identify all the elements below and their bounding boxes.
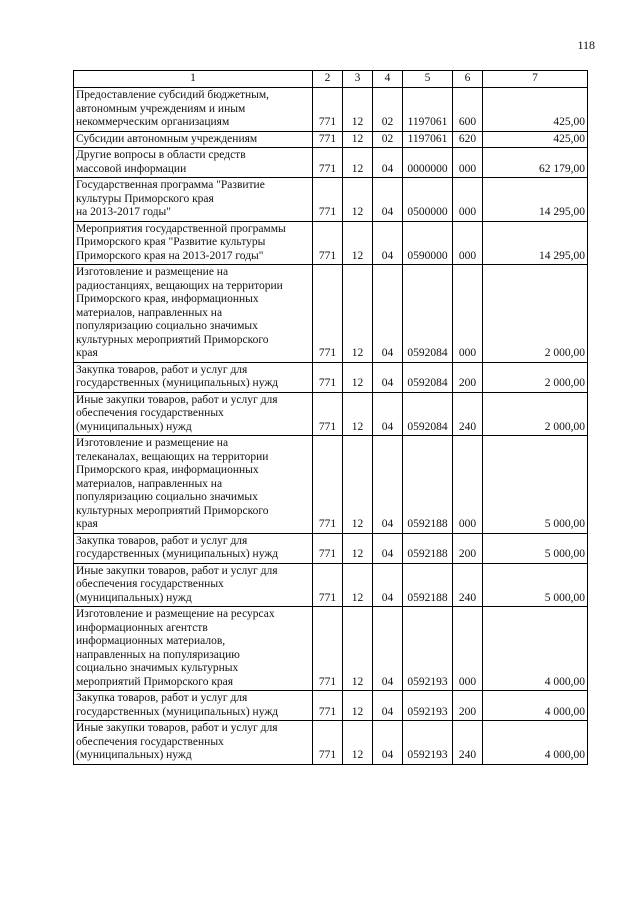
table-row bbox=[74, 436, 588, 534]
subsection-code: 04 bbox=[373, 721, 403, 765]
expense-type-code: 600 bbox=[453, 88, 483, 132]
expense-type-code: 000 bbox=[453, 436, 483, 534]
expense-name: Иные закупки товаров, работ и услуг для обеспечения государственных (муниципальных) нужд bbox=[74, 392, 313, 436]
table-row bbox=[74, 533, 588, 563]
ministry-code: 771 bbox=[313, 533, 343, 563]
expense-type-code: 000 bbox=[453, 178, 483, 222]
subsection-code: 02 bbox=[373, 88, 403, 132]
ministry-code: 771 bbox=[313, 721, 343, 765]
ministry-code: 771 bbox=[313, 131, 343, 148]
expense-name: Изготовление и размещение на радиостанциях, вещающих на территории Приморского края, информационных материалов, направленных на популяризацию социально значимых культурных мероприятий Приморского края bbox=[74, 265, 313, 363]
target-article-code: 0592193 bbox=[403, 691, 453, 721]
subsection-code: 04 bbox=[373, 148, 403, 178]
subsection-code: 04 bbox=[373, 221, 403, 265]
expense-name: Иные закупки товаров, работ и услуг для обеспечения государственных (муниципальных) нужд bbox=[74, 563, 313, 607]
target-article-code: 0592188 bbox=[403, 436, 453, 534]
expense-type-code: 000 bbox=[453, 148, 483, 178]
expense-type-code: 240 bbox=[453, 392, 483, 436]
section-code: 12 bbox=[343, 691, 373, 721]
section-code: 12 bbox=[343, 533, 373, 563]
header-col-4: 4 bbox=[373, 71, 403, 88]
amount: 5 000,00 bbox=[483, 563, 588, 607]
amount: 62 179,00 bbox=[483, 148, 588, 178]
expense-name: Изготовление и размещение на телеканалах, вещающих на территории Приморского края, информационных материалов, направленных на популяризацию социально значимых культурных мероприятий Приморского края bbox=[74, 436, 313, 534]
subsection-code: 02 bbox=[373, 131, 403, 148]
expense-name: Субсидии автономным учреждениям bbox=[74, 131, 313, 148]
table-row bbox=[74, 265, 588, 363]
ministry-code: 771 bbox=[313, 691, 343, 721]
page-number: 118 bbox=[577, 38, 595, 52]
expense-name: Закупка товаров, работ и услуг для государственных (муниципальных) нужд bbox=[74, 362, 313, 392]
target-article-code: 0592188 bbox=[403, 533, 453, 563]
expense-name: Закупка товаров, работ и услуг для государственных (муниципальных) нужд bbox=[74, 691, 313, 721]
subsection-code: 04 bbox=[373, 436, 403, 534]
amount: 4 000,00 bbox=[483, 607, 588, 691]
subsection-code: 04 bbox=[373, 178, 403, 222]
table-row bbox=[74, 563, 588, 607]
amount: 425,00 bbox=[483, 131, 588, 148]
section-code: 12 bbox=[343, 721, 373, 765]
expense-name: Государственная программа "Развитие культуры Приморского края на 2013-2017 годы" bbox=[74, 178, 313, 222]
header-col-2: 2 bbox=[313, 71, 343, 88]
section-code: 12 bbox=[343, 563, 373, 607]
amount: 2 000,00 bbox=[483, 362, 588, 392]
expense-name: Иные закупки товаров, работ и услуг для обеспечения государственных (муниципальных) нужд bbox=[74, 721, 313, 765]
table-row bbox=[74, 88, 588, 132]
amount: 4 000,00 bbox=[483, 691, 588, 721]
budget-table bbox=[73, 70, 588, 765]
table-row bbox=[74, 131, 588, 148]
table-row bbox=[74, 392, 588, 436]
amount: 425,00 bbox=[483, 88, 588, 132]
section-code: 12 bbox=[343, 131, 373, 148]
ministry-code: 771 bbox=[313, 563, 343, 607]
section-code: 12 bbox=[343, 436, 373, 534]
target-article-code: 0500000 bbox=[403, 178, 453, 222]
ministry-code: 771 bbox=[313, 88, 343, 132]
target-article-code: 0592193 bbox=[403, 607, 453, 691]
expense-type-code: 240 bbox=[453, 721, 483, 765]
expense-type-code: 000 bbox=[453, 265, 483, 363]
amount: 14 295,00 bbox=[483, 221, 588, 265]
ministry-code: 771 bbox=[313, 178, 343, 222]
ministry-code: 771 bbox=[313, 265, 343, 363]
ministry-code: 771 bbox=[313, 221, 343, 265]
section-code: 12 bbox=[343, 607, 373, 691]
ministry-code: 771 bbox=[313, 148, 343, 178]
table-row bbox=[74, 721, 588, 765]
expense-type-code: 200 bbox=[453, 691, 483, 721]
ministry-code: 771 bbox=[313, 607, 343, 691]
amount: 5 000,00 bbox=[483, 436, 588, 534]
expense-type-code: 200 bbox=[453, 533, 483, 563]
section-code: 12 bbox=[343, 392, 373, 436]
expense-name: Другие вопросы в области средств массовой информации bbox=[74, 148, 313, 178]
section-code: 12 bbox=[343, 88, 373, 132]
header-col-7: 7 bbox=[483, 71, 588, 88]
table-row bbox=[74, 178, 588, 222]
subsection-code: 04 bbox=[373, 533, 403, 563]
header-col-6: 6 bbox=[453, 71, 483, 88]
amount: 2 000,00 bbox=[483, 392, 588, 436]
target-article-code: 0592084 bbox=[403, 362, 453, 392]
subsection-code: 04 bbox=[373, 265, 403, 363]
amount: 5 000,00 bbox=[483, 533, 588, 563]
section-code: 12 bbox=[343, 362, 373, 392]
section-code: 12 bbox=[343, 265, 373, 363]
section-code: 12 bbox=[343, 221, 373, 265]
subsection-code: 04 bbox=[373, 392, 403, 436]
table-row bbox=[74, 362, 588, 392]
section-code: 12 bbox=[343, 178, 373, 222]
table-body bbox=[74, 88, 588, 765]
target-article-code: 1197061 bbox=[403, 131, 453, 148]
header-col-3: 3 bbox=[343, 71, 373, 88]
subsection-code: 04 bbox=[373, 362, 403, 392]
target-article-code: 0592188 bbox=[403, 563, 453, 607]
target-article-code: 0592084 bbox=[403, 265, 453, 363]
target-article-code: 0000000 bbox=[403, 148, 453, 178]
expense-name: Закупка товаров, работ и услуг для государственных (муниципальных) нужд bbox=[74, 533, 313, 563]
amount: 2 000,00 bbox=[483, 265, 588, 363]
expense-type-code: 000 bbox=[453, 221, 483, 265]
target-article-code: 0592084 bbox=[403, 392, 453, 436]
ministry-code: 771 bbox=[313, 392, 343, 436]
target-article-code: 0590000 bbox=[403, 221, 453, 265]
header-col-1: 1 bbox=[74, 71, 313, 88]
table-row bbox=[74, 691, 588, 721]
expense-name: Изготовление и размещение на ресурсах информационных агентств информационных материалов, направленных на популяризацию социально значимых культурных мероприятий Приморского края bbox=[74, 607, 313, 691]
target-article-code: 1197061 bbox=[403, 88, 453, 132]
target-article-code: 0592193 bbox=[403, 721, 453, 765]
header-row bbox=[74, 71, 588, 88]
expense-type-code: 200 bbox=[453, 362, 483, 392]
expense-type-code: 240 bbox=[453, 563, 483, 607]
section-code: 12 bbox=[343, 148, 373, 178]
subsection-code: 04 bbox=[373, 563, 403, 607]
header-col-5: 5 bbox=[403, 71, 453, 88]
expense-name: Мероприятия государственной программы Приморского края "Развитие культуры Приморского края на 2013-2017 годы" bbox=[74, 221, 313, 265]
ministry-code: 771 bbox=[313, 362, 343, 392]
expense-name: Предоставление субсидий бюджетным, автономным учреждениям и иным некоммерческим организациям bbox=[74, 88, 313, 132]
amount: 4 000,00 bbox=[483, 721, 588, 765]
amount: 14 295,00 bbox=[483, 178, 588, 222]
table-row bbox=[74, 221, 588, 265]
subsection-code: 04 bbox=[373, 607, 403, 691]
table-row bbox=[74, 607, 588, 691]
expense-type-code: 000 bbox=[453, 607, 483, 691]
subsection-code: 04 bbox=[373, 691, 403, 721]
expense-type-code: 620 bbox=[453, 131, 483, 148]
ministry-code: 771 bbox=[313, 436, 343, 534]
table-row bbox=[74, 148, 588, 178]
